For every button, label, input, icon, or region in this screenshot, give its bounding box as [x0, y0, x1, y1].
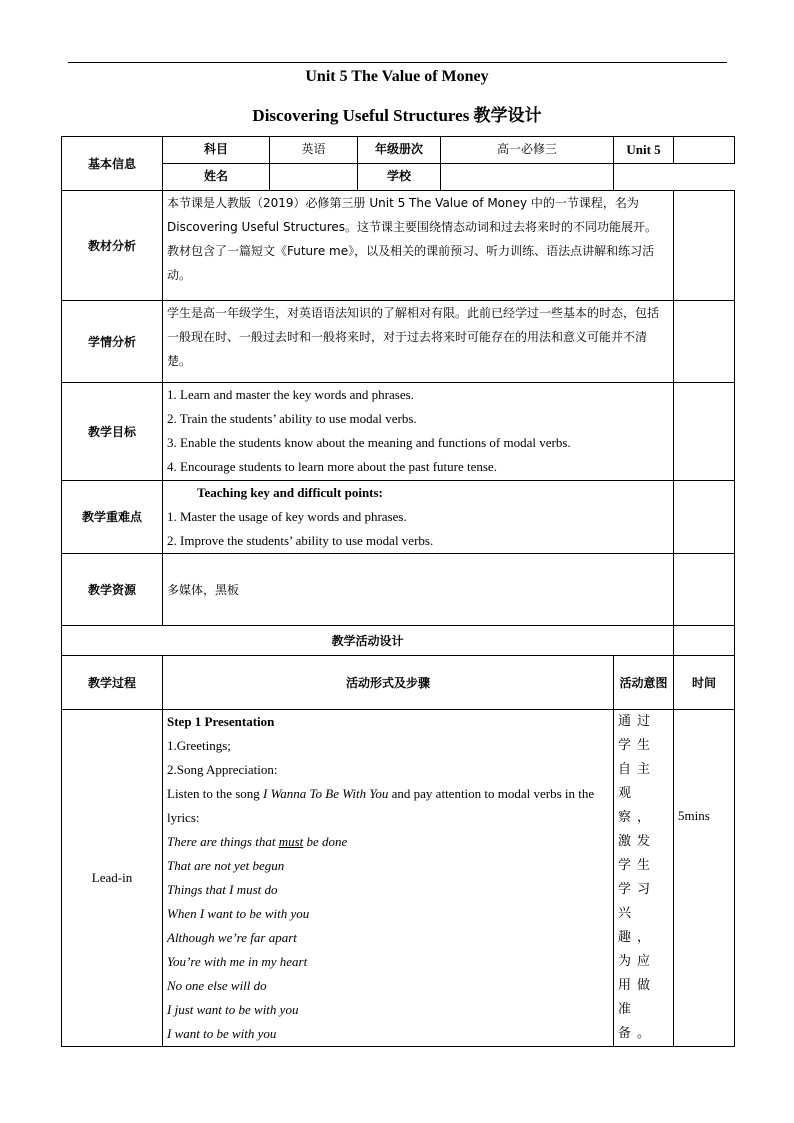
- subject-label: 科目: [163, 137, 270, 164]
- listen-instruction: [167, 782, 609, 830]
- song-line: 2.Song Appreciation:: [167, 762, 278, 777]
- student-analysis-text: 学生是高一年级学生，对英语语法知识的了解相对有限。此前已经学过一些基本的时态，包括一般现在时、一般过去时和一般将来时，对于过去将来时可能存在的用法和意义可能并不清楚。: [163, 301, 674, 383]
- student-analysis-label: 学情分析: [62, 301, 163, 383]
- top-rule: [68, 62, 727, 63]
- document-title: Unit 5 The Value of Money: [305, 68, 489, 85]
- grade-value: 高一必修三: [441, 137, 614, 164]
- subject-value: 英语: [270, 137, 358, 164]
- empty-cell: [674, 626, 735, 656]
- document-subtitle: Discovering Useful Structures 教学设计: [252, 106, 542, 125]
- song-title: I Wanna To Be With You: [263, 786, 389, 801]
- objective-item: 3. Enable the students know about the meaning and functions of modal verbs.: [167, 435, 571, 450]
- activity-design-title: 教学活动设计: [62, 626, 674, 656]
- empty-cell: [674, 137, 735, 164]
- greetings-line: 1.Greetings;: [167, 738, 231, 753]
- key-point-item: 1. Master the usage of key words and phrases.: [167, 509, 407, 524]
- column-intent: 活动意图: [614, 656, 674, 710]
- empty-cell: [674, 191, 735, 301]
- instruction-text: and pay attention to modal verbs in the lyrics:: [167, 786, 595, 825]
- column-time: 时间: [674, 656, 735, 710]
- objective-item: 2. Train the students’ ability to use modal verbs.: [167, 411, 417, 426]
- key-points-content: [163, 481, 674, 554]
- column-steps: 活动形式及步骤: [163, 656, 614, 710]
- lyric-line: You’re with me in my heart: [167, 954, 308, 969]
- objective-item: 4. Encourage students to learn more about the past future tense.: [167, 459, 497, 474]
- lyric-text: be done: [303, 834, 348, 849]
- lyric-line: No one else will do: [167, 978, 267, 993]
- school-value: [441, 164, 614, 191]
- key-point-item: 2. Improve the students’ ability to use modal verbs.: [167, 533, 434, 548]
- empty-cell: [674, 301, 735, 383]
- objectives-label: 教学目标: [62, 383, 163, 481]
- lyric-line: I just want to be with you: [167, 1002, 299, 1017]
- basic-info-label: 基本信息: [62, 137, 163, 191]
- lyric-underlined-word: must: [278, 834, 304, 849]
- lead-in-steps: [163, 710, 614, 1047]
- column-process: 教学过程: [62, 656, 163, 710]
- textbook-analysis-text: 本节课是人教版（2019）必修第三册 Unit 5 The Value of Money 中的一节课程，名为 Discovering Useful Structures。这节课主要围绕情态动词和过去将来时的不同功能展开。教材包含了一篇短文《Future me》，以及相关的课前预习、听力训练、语法点讲解和练习活动。: [163, 191, 674, 301]
- empty-cell: [674, 481, 735, 554]
- instruction-text: Listen to the song: [167, 786, 264, 801]
- name-label: 姓名: [163, 164, 270, 191]
- lyric-line: When I want to be with you: [167, 906, 310, 921]
- objective-item: 1. Learn and master the key words and phrases.: [167, 387, 414, 402]
- key-points-label: 教学重难点: [62, 481, 163, 554]
- grade-label: 年级册次: [358, 137, 441, 164]
- school-label: 学校: [358, 164, 441, 191]
- lead-in-intent: 通过学生自主观察，激发学生学习兴趣，为应用做准备。: [614, 710, 674, 1047]
- objectives-list: [163, 383, 674, 481]
- unit-value: Unit 5: [614, 137, 674, 164]
- lyric-text: There are things that: [167, 834, 279, 849]
- lyric-line: [167, 830, 609, 854]
- key-points-heading: Teaching key and difficult points:: [197, 485, 383, 500]
- lyric-line: I want to be with you: [167, 1026, 277, 1041]
- lyric-line: That are not yet begun: [167, 858, 285, 873]
- lyric-line: Although we’re far apart: [167, 930, 297, 945]
- lesson-plan-table: [61, 136, 735, 1047]
- lead-in-stage: Lead-in: [62, 710, 163, 1047]
- name-value: [270, 164, 358, 191]
- step-title: Step 1 Presentation: [167, 714, 275, 729]
- lyric-line: Things that I must do: [167, 882, 278, 897]
- resources-text: 多媒体，黑板: [163, 554, 674, 626]
- textbook-analysis-label: 教材分析: [62, 191, 163, 301]
- lead-in-time: 5mins: [674, 710, 735, 1047]
- resources-label: 教学资源: [62, 554, 163, 626]
- empty-cell: [614, 164, 735, 191]
- empty-cell: [674, 383, 735, 481]
- empty-cell: [674, 554, 735, 626]
